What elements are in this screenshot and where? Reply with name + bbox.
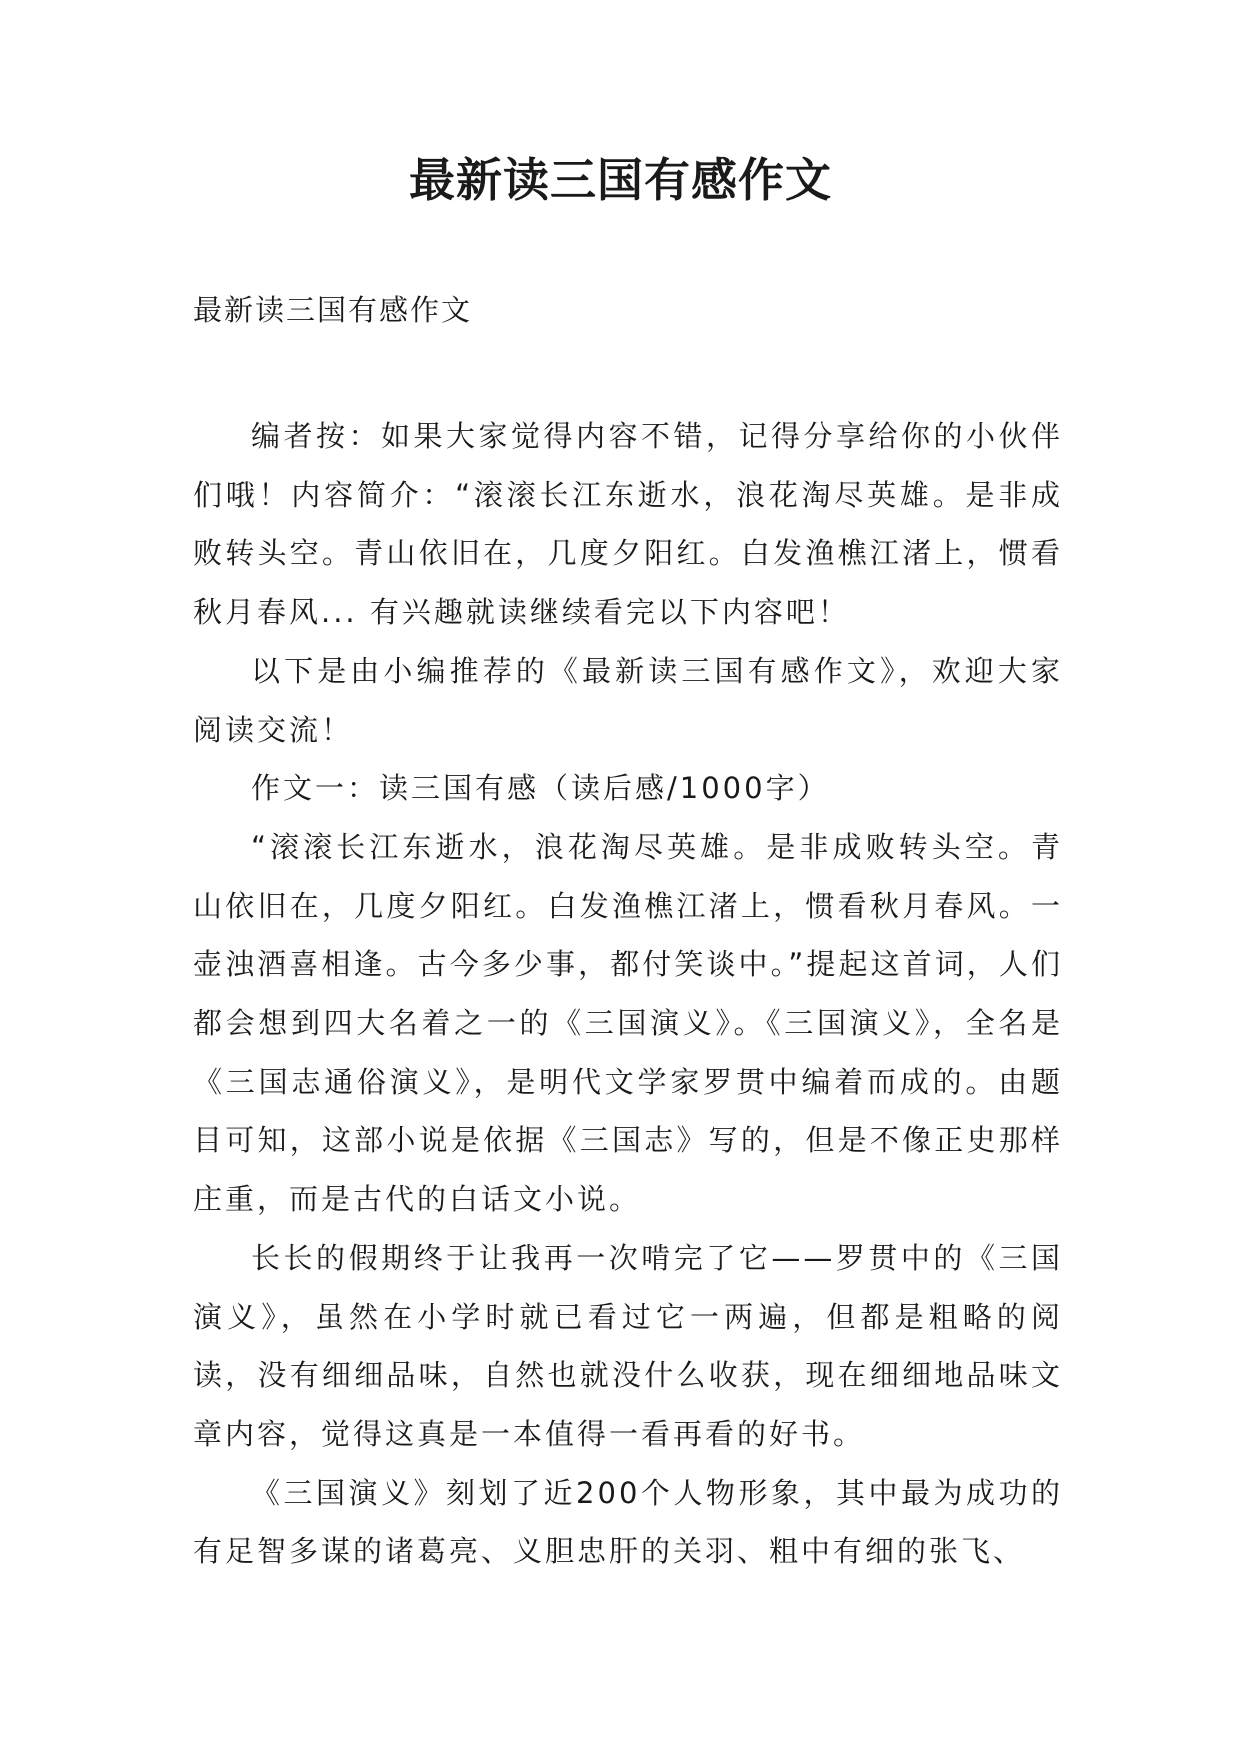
paragraph: 《三国演义》刻划了近200个人物形象，其中最为成功的有足智多谋的诸葛亮、义胆忠肝的关羽、粗中有细的张飞、 [193, 1475, 1063, 1569]
paragraph: “滚滚长江东逝水，浪花淘尽英雄。是非成败转头空。青山依旧在，几度夕阳红。白发渔樵江渚上，惯看秋月春风。一壶浊酒喜相逢。古今多少事，都付笑谈中。”提起这首词，人们都会想到四大名着之一的《三国演义》。《三国演义》，全名是《三国志通俗演义》，是明代文学家罗贯中编着而成的。由题目可知，这部小说是依据《三国志》写的，但是不像正史那样庄重，而是古代的白话文小说。 [193, 829, 1063, 1217]
paragraph: 作文一：读三国有感（读后感/1000字） [251, 771, 830, 806]
document-subtitle: 最新读三国有感作文 [193, 293, 473, 327]
paragraph: 以下是由小编推荐的《最新读三国有感作文》，欢迎大家阅读交流！ [193, 653, 1063, 747]
paragraph: 长长的假期终于让我再一次啃完了它——罗贯中的《三国演义》，虽然在小学时就已看过它一两遍，但都是粗略的阅读，没有细细品味，自然也就没什么收获，现在细细地品味文章内容，觉得这真是一本值得一看再看的好书。 [193, 1240, 1063, 1451]
document-body [193, 407, 1063, 1581]
document-title: 最新读三国有感作文 [409, 153, 832, 207]
paragraph: 编者按：如果大家觉得内容不错，记得分享给你的小伙伴们哦！内容简介：“滚滚长江东逝水，浪花淘尽英雄。是非成败转头空。青山依旧在，几度夕阳红。白发渔樵江渚上，惯看秋月春风... 有兴趣就读继续看完以下内容吧！ [193, 419, 1063, 630]
